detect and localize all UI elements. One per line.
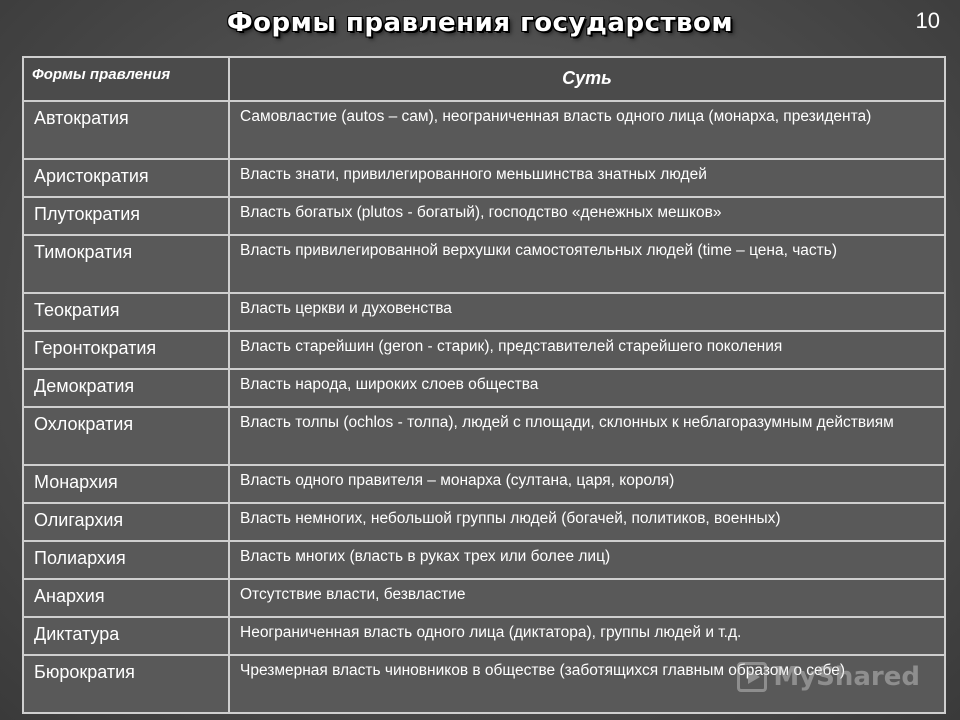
table-header-row	[23, 57, 945, 101]
term-cell: Тимократия	[23, 235, 229, 293]
term-cell: Автократия	[23, 101, 229, 159]
table-row	[23, 579, 945, 617]
term-cell: Демократия	[23, 369, 229, 407]
watermark-text: MyShared	[773, 662, 920, 692]
table-row	[23, 197, 945, 235]
play-icon	[737, 662, 767, 692]
table-row	[23, 503, 945, 541]
description-cell: Самовластие (autos – сам), неограниченная власть одного лица (монарха, президента)	[229, 101, 945, 159]
term-cell: Бюрократия	[23, 655, 229, 713]
description-cell: Власть многих (власть в руках трех или более лиц)	[229, 541, 945, 579]
table-row	[23, 369, 945, 407]
description-cell: Неограниченная власть одного лица (диктатора), группы людей и т.д.	[229, 617, 945, 655]
slide-title: Формы правления государством	[226, 8, 734, 38]
term-cell: Монархия	[23, 465, 229, 503]
description-cell: Власть народа, широких слоев общества	[229, 369, 945, 407]
term-cell: Аристократия	[23, 159, 229, 197]
term-cell: Теократия	[23, 293, 229, 331]
table-row	[23, 541, 945, 579]
term-cell: Геронтократия	[23, 331, 229, 369]
table-row	[23, 101, 945, 159]
description-cell: Власть привилегированной верхушки самостоятельных людей (time – цена, часть)	[229, 235, 945, 293]
forms-table-container	[22, 56, 944, 714]
description-cell: Власть богатых (plutos - богатый), господство «денежных мешков»	[229, 197, 945, 235]
term-cell: Полиархия	[23, 541, 229, 579]
table-row	[23, 331, 945, 369]
description-cell: Власть знати, привилегированного меньшинства знатных людей	[229, 159, 945, 197]
table-row	[23, 617, 945, 655]
term-cell: Диктатура	[23, 617, 229, 655]
description-cell: Чрезмерная власть чиновников в обществе (заботящихся главным образом о себе)	[229, 655, 945, 713]
description-cell: Власть старейшин (geron - старик), представителей старейшего поколения	[229, 331, 945, 369]
term-cell: Анархия	[23, 579, 229, 617]
header-forms: Формы правления	[23, 57, 229, 101]
watermark	[737, 662, 920, 692]
table-row	[23, 293, 945, 331]
forms-of-government-table	[22, 56, 946, 714]
table-row	[23, 235, 945, 293]
term-cell: Олигархия	[23, 503, 229, 541]
description-cell: Власть толпы (ochlos - толпа), людей с площади, склонных к неблагоразумным действиям	[229, 407, 945, 465]
table-row	[23, 407, 945, 465]
slide-number: 10	[915, 8, 940, 33]
description-cell: Власть одного правителя – монарха (султана, царя, короля)	[229, 465, 945, 503]
term-cell: Плутократия	[23, 197, 229, 235]
description-cell: Отсутствие власти, безвластие	[229, 579, 945, 617]
table-row	[23, 159, 945, 197]
header-essence: Суть	[229, 57, 945, 101]
description-cell: Власть немногих, небольшой группы людей (богачей, политиков, военных)	[229, 503, 945, 541]
description-cell: Власть церкви и духовенства	[229, 293, 945, 331]
term-cell: Охлократия	[23, 407, 229, 465]
table-row	[23, 465, 945, 503]
